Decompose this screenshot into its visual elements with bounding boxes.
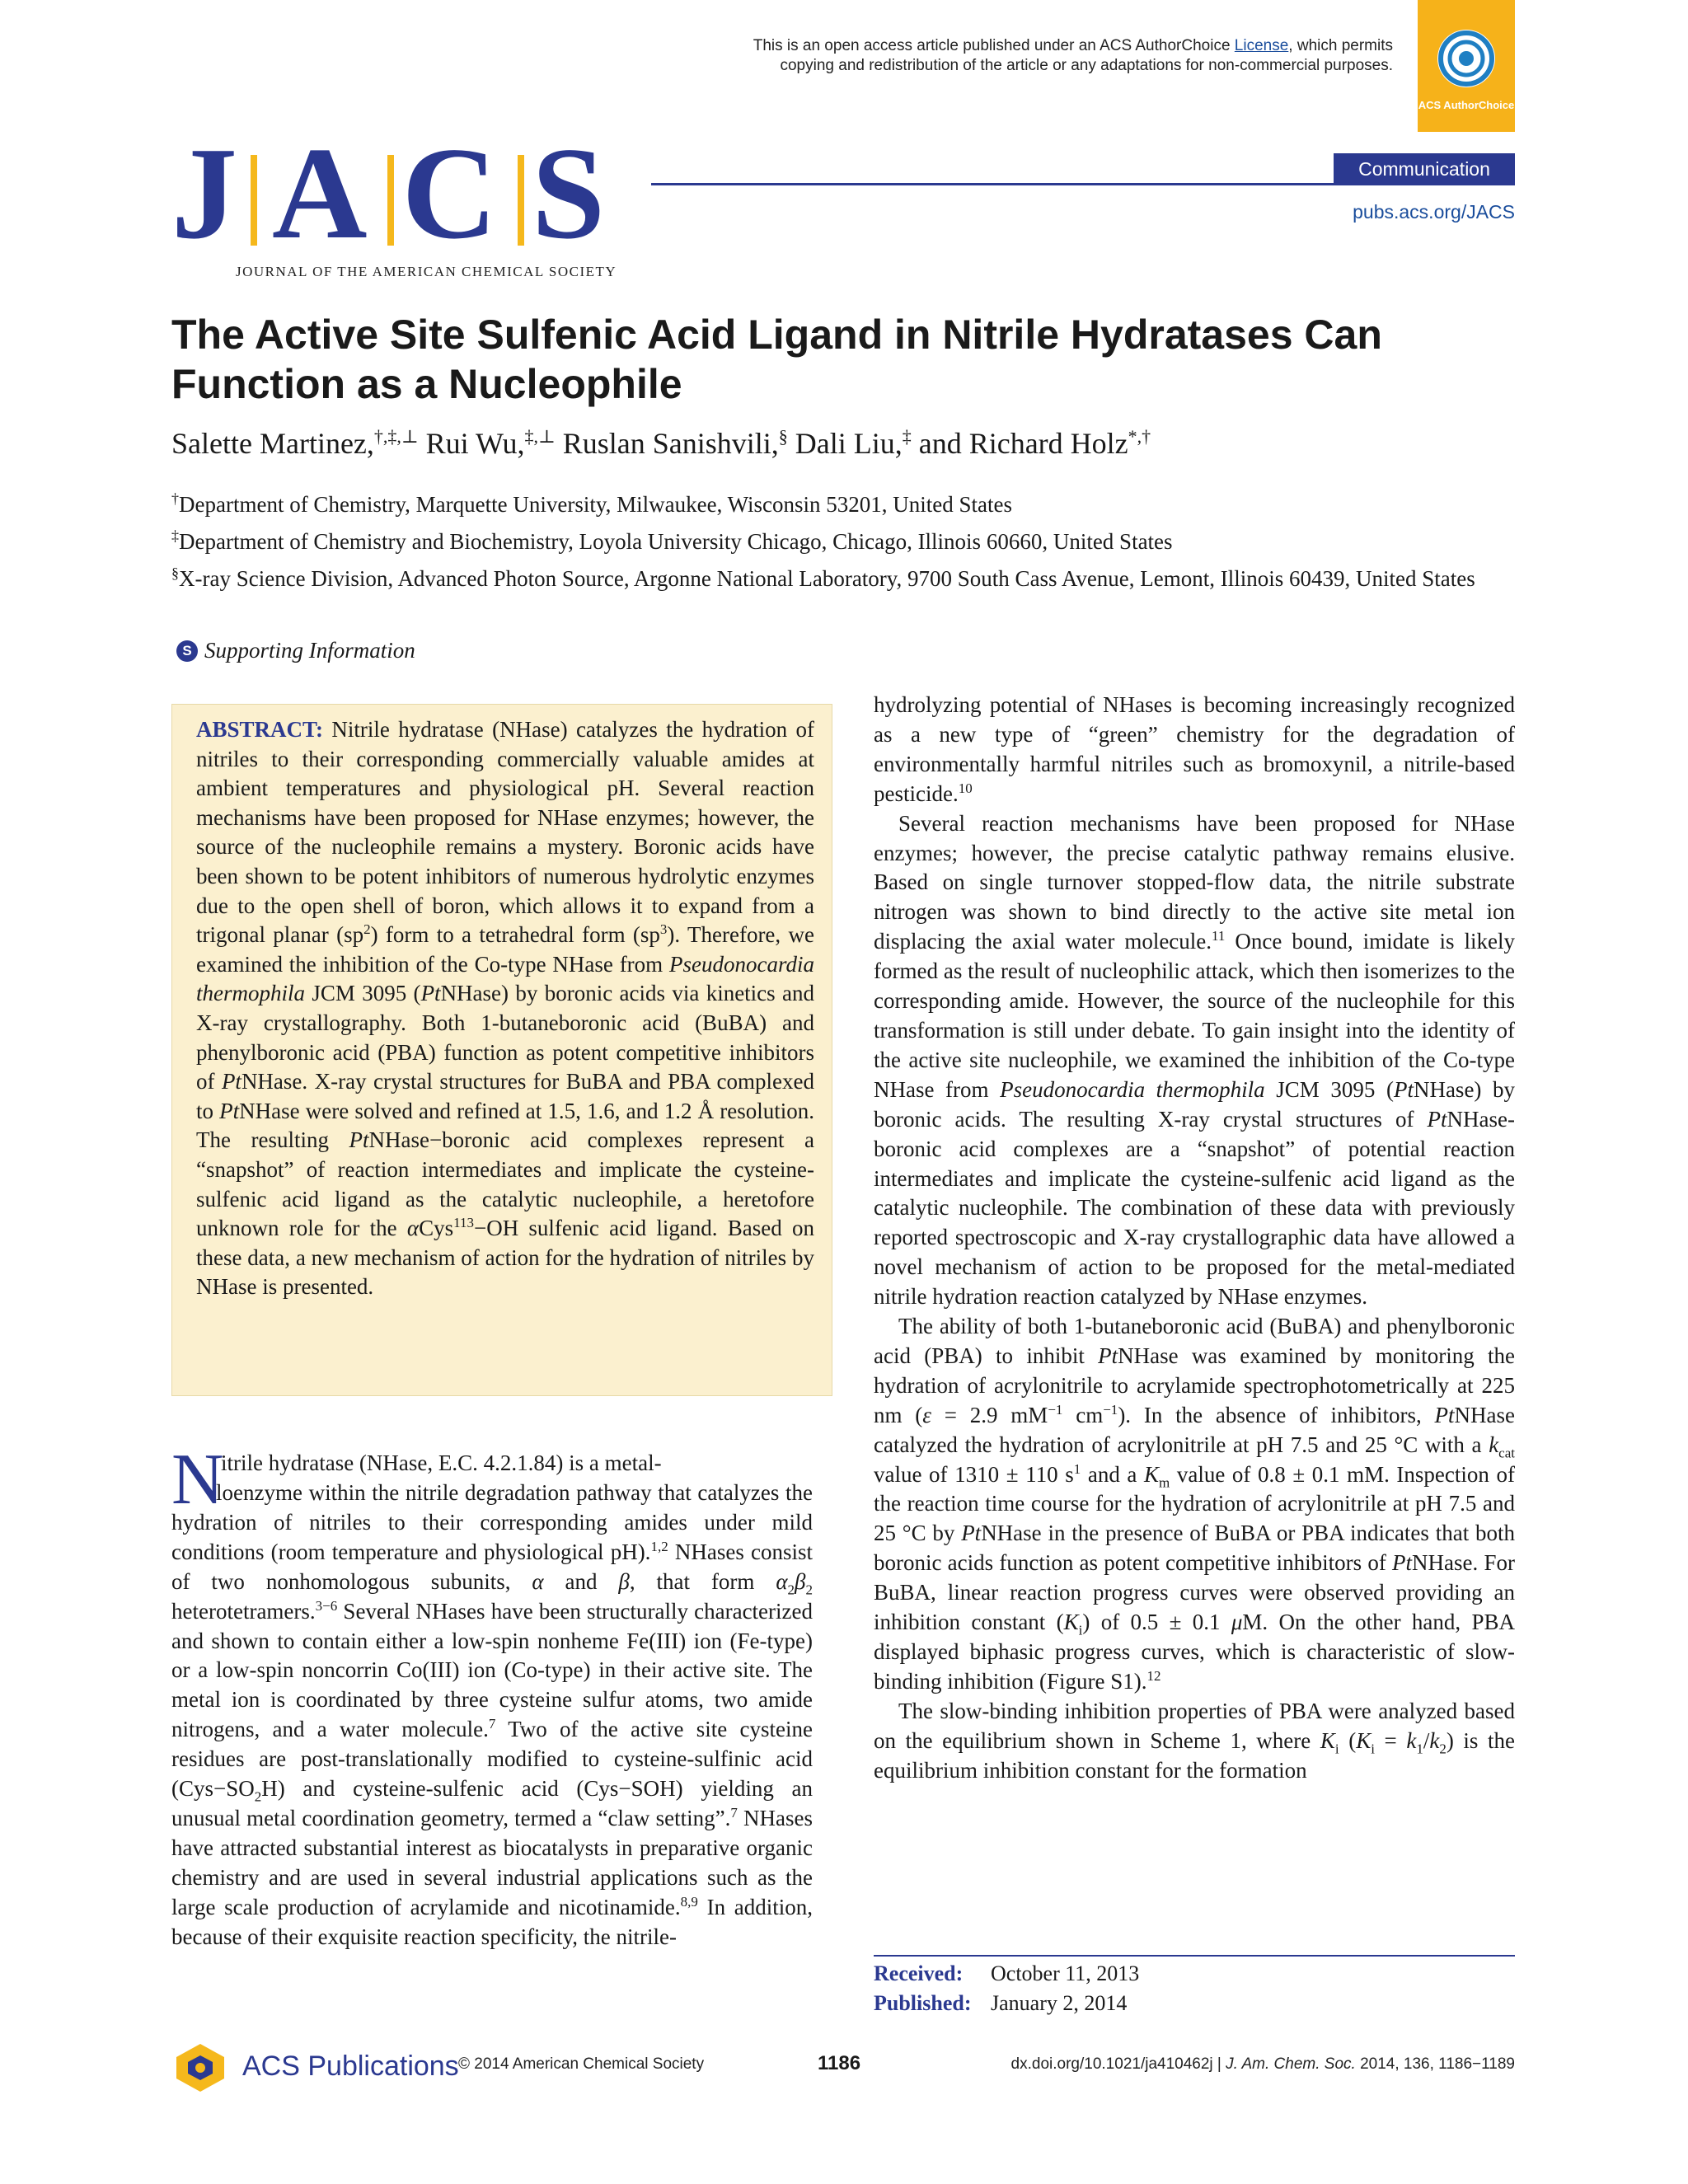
author-marks: †,‡,⊥ (373, 426, 419, 447)
jacs-logo (171, 120, 658, 283)
logo-subtitle: JOURNAL OF THE AMERICAN CHEMICAL SOCIETY (236, 264, 617, 279)
published-date: Published: January 2, 2014 (874, 1991, 1128, 2015)
paragraph: hydrolyzing potential of NHases is becoming increasingly recognized as a new type of “green” chemistry for the degradation of environmentally harmful nitriles such as bromoxynil, a nitrile-based pesticide.$^{10}$ (874, 692, 1515, 806)
supporting-info-icon: S (176, 640, 198, 662)
paragraph: The slow-binding inhibition properties of PBA were analyzed based on the equilibrium shown in Scheme 1, where $K_i$ $(K_i = k_1/k_2)$ is the equilibrium inhibition constant for the formation (874, 1698, 1515, 1783)
author-marks: § (778, 426, 788, 447)
drop-cap: N (171, 1440, 224, 1520)
affiliation-mark: § (171, 565, 179, 581)
notice-line-2: copying and redistribution of the article or any adaptations for non-commercial purposes. (780, 57, 1393, 74)
paragraph: Several reaction mechanisms have been proposed for NHase enzymes; however, the precise catalytic pathway remains elusive. Based on single turnover stopped-flow data, the nitrile substrate nitrogen was shown to bind directly to the active site metal ion displacing the axial water molecule.$^{11}$ Once bound, imidate is likely formed as the result of nucleophilic attack, which then isomerizes to the corresponding amide. However, the source of the nucleophile for this transformation is still under debate. To gain insight into the identity of the active site nucleophile, we examined the inhibition of the Co-type NHase from Pseudonocardia thermophila JCM 3095 (PtNHase) by boronic acids. The resulting X-ray crystal structures of PtNHase-boronic acid complexes are a “snapshot” of potential reaction intermediates and implicate the cysteine-sulfenic acid ligand as the catalytic nucleophile. The combination of these data with previously reported spectroscopic and X-ray crystallographic data have allowed a novel mechanism of action to be proposed for the metal-mediated nitrile hydration reaction catalyzed by NHase enzymes. (874, 810, 1515, 1310)
author-marks: ‡ (902, 426, 912, 447)
author-name[interactable]: Rui Wu, (418, 427, 525, 460)
notice-text: This is an open access article published under an ACS AuthorChoice (753, 37, 1235, 54)
notice-text-end: , which permits (1288, 37, 1393, 54)
page-number: 1186 (818, 2052, 861, 2074)
affiliation (171, 559, 1517, 593)
copyright: © 2014 American Chemical Society (458, 2055, 705, 2073)
supporting-info-link[interactable] (182, 638, 415, 663)
affiliation-text: X-ray Science Division, Advanced Photon Source, Argonne National Laboratory, 9700 South Cass Avenue, Lemont, Illinois 60439, United States (179, 566, 1475, 591)
article-title: The Active Site Sulfenic Acid Ligand in Nitrile Hydratases Can Function as a Nucleophile (171, 312, 1382, 407)
affiliation-mark: † (171, 490, 179, 507)
authorchoice-label: ACS AuthorChoice (1418, 99, 1515, 111)
dates-rule (874, 1955, 1515, 1957)
acs-hexagon-icon (171, 2041, 229, 2093)
supporting-info-label: Supporting Information (204, 638, 415, 663)
affiliation (171, 522, 1517, 556)
author-marks: ‡,⊥ (524, 426, 556, 447)
doi-citation[interactable]: dx.doi.org/10.1021/ja410462j | J. Am. Chem. Soc. 2014, 136, 1186−1189 (1010, 2055, 1515, 2073)
logo-letters: J A C S (171, 120, 607, 266)
author-name[interactable]: Salette Martinez, (171, 427, 374, 460)
author-marks: *,† (1128, 426, 1151, 447)
paragraph: The ability of both 1-butaneboronic acid (BuBA) and phenylboronic acid (PBA) to inhibit PtNHase was examined by monitoring the hydration of acrylonitrile to acrylamide spectrophotometrically at 225 nm (ε = 2.9 $mM^{-1}$ $cm^{-1}$). In the absence of inhibitors, PtNHase catalyzed the hydration of acrylonitrile at pH 7.5 and 25 °C with a $k_{cat}$ value of 1310 ± 110 $s^1$ and a $K_m$ value of 0.8 ± 0.1 mM. Inspection of the reaction time course for the hydration of acrylonitrile at pH 7.5 and 25 °C by PtNHase in the presence of BuBA or PBA indicates that both boronic acids function as potent competitive inhibitors of PtNHase. For BuBA, linear reaction progress curves were observed providing an inhibition constant $(K_i)$ of 0.5 ± 0.1 μM. On the other hand, PBA displayed biphasic progress curves, which is characteristic of slow-binding inhibition (Figure S1).$^{12}$ (874, 1314, 1516, 1694)
logo-divider (251, 155, 257, 246)
received-date: Received: October 11, 2013 (874, 1961, 1140, 1985)
article-type-tag: Communication (1334, 153, 1515, 185)
abstract-text: ABSTRACT: Nitrile hydratase (NHase) catalyzes the hydration of nitriles to their corresponding commercially valuable amides at ambient temperatures and physiological pH. Several reaction mechanisms have been proposed for NHase enzymes; however, the source of the nucleophile remains a mystery. Boronic acids have been shown to be potent inhibitors of numerous hydrolytic enzymes due to the open shell of boron, which allows it to expand from a trigonal planar $(sp^2)$ form to a tetrahedral form $(sp^3)$. Therefore, we examined the inhibition of the Co-type NHase from Pseudonocardia thermophila JCM 3095 (PtNHase) by boronic acids via kinetics and X-ray crystallography. Both 1-butaneboronic acid (BuBA) and phenylboronic acid (PBA) function as potent competitive inhibitors of PtNHase. X-ray crystal structures for BuBA and PBA complexed to PtNHase were solved and refined at 1.5, 1.6, and 1.2 Å resolution. The resulting PtNHase−boronic acid complexes represent a “snapshot” of reaction intermediates and implicate the cysteine-sulfenic acid ligand as the catalytic nucleophile, a heretofore unknown role for the αCys$^{113}$−OH sulfenic acid ligand. Based on these data, a new mechanism of action for the hydration of nitriles by NHase is presented. (196, 717, 815, 1300)
publisher-name: ACS Publications (242, 2050, 459, 2082)
affiliation-mark: ‡ (171, 527, 179, 544)
body-left-column: loenzyme within the nitrile degradation pathway that catalyzes the hydration of nitriles to their corresponding amides under mild conditions (room temperature and physiological pH).$^{1,2}$ NHases consist of two nonhomologous subunits, α and β, that form $\alpha_2\beta_2$ heterotetramers.$^{3-6}$ Several NHases have been structurally characterized and shown to contain either a low-spin nonheme Fe(III) ion (Fe-type) or a low-spin noncorrin Co(III) ion (Co-type) in their active site. The metal ion is coordinated by three cysteine sulfur atoms, two amide nitrogens, and a water molecule.$^7$ Two of the active site cysteine residues are post-translationally modified to cysteine-sulfinic acid $(Cys-SO_2H)$ and cysteine-sulfenic acid (Cys−SOH) yielding an unusual metal coordination geometry, termed a “claw setting”.$^7$ NHases have attracted substantial interest as biocatalysts in preparative organic chemistry and are used in several industrial applications such as the large scale production of acrylamide and nicotinamide.$^{8,9}$ In addition, because of their exquisite reaction specificity, the nitrile- (171, 1480, 813, 1949)
author-name[interactable]: Dali Liu, (787, 427, 903, 460)
author-name[interactable]: and Richard Holz (911, 427, 1128, 460)
authorchoice-badge[interactable] (1418, 0, 1515, 132)
author-name[interactable]: Ruslan Sanishvili, (555, 427, 779, 460)
affiliation-text: Department of Chemistry and Biochemistry, Loyola University Chicago, Chicago, Illinois 60660, United States (179, 529, 1173, 554)
affiliation (171, 485, 1517, 519)
abstract-label: ABSTRACT: (196, 717, 324, 742)
journal-url-link[interactable]: pubs.acs.org/JACS (1353, 201, 1515, 223)
logo-divider (518, 155, 524, 246)
open-access-notice (577, 36, 1393, 76)
body-right-column (874, 691, 1515, 1786)
author-list (171, 419, 1523, 462)
authorchoice-icon (1437, 30, 1495, 87)
license-link[interactable]: License (1234, 37, 1289, 54)
body-first-line: itrile hydratase (NHase, E.C. 4.2.1.84) is a metal- (221, 1451, 662, 1475)
affiliation-text: Department of Chemistry, Marquette University, Milwaukee, Wisconsin 53201, United States (179, 492, 1012, 517)
logo-divider (387, 155, 394, 246)
acs-publications-logo[interactable] (171, 2041, 459, 2093)
